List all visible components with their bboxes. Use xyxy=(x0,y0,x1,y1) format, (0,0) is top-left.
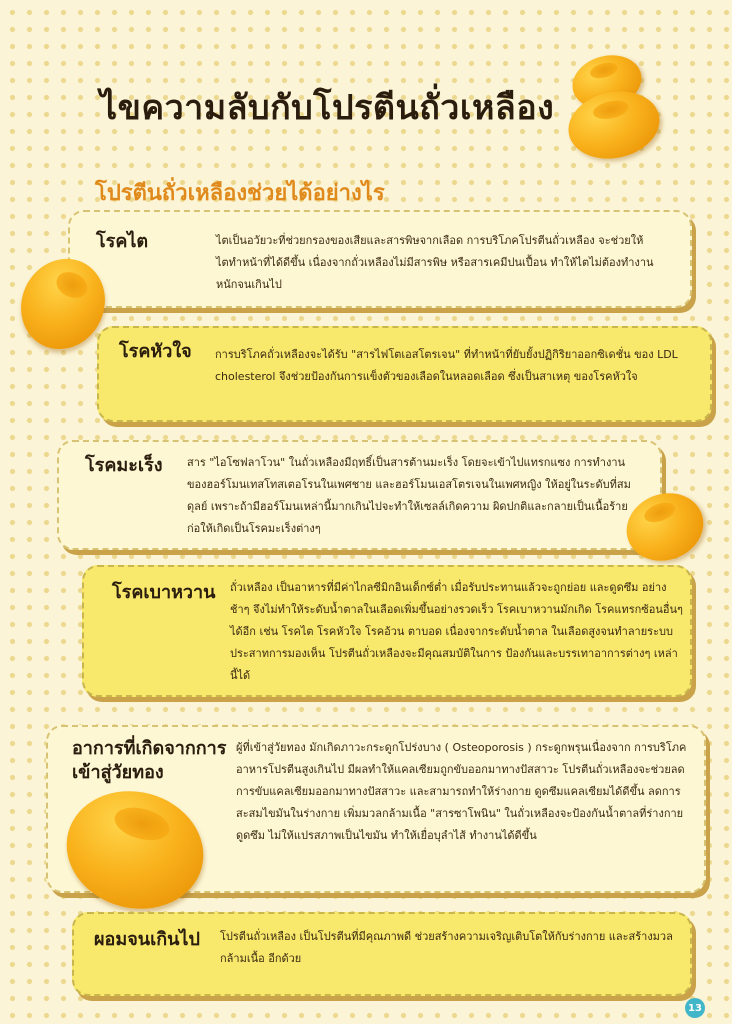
section-card-heart xyxy=(97,326,712,422)
page-number: 13 xyxy=(685,998,705,1018)
section-heading: โรคหัวใจ xyxy=(119,341,192,362)
section-text: ถั่วเหลือง เป็นอาหารที่มีค่าไกลซีมิกอินเด็กซ์ต่ำ เมื่อรับประทานแล้วจะถูกย่อย และดูดซึม อย่างช้าๆ จึงไม่ทำให้ระดับน้ำตาลในเลือดเพิ่มขึ้นอย่างรวดเร็ว โรคเบาหวานมักเกิด โรคแทรกซ้อนอื่นๆได้อีก เช่น โรคไต โรคหัวใจ โรคอ้วน ตาบอด เนื่องจากระดับน้ำตาล ในเลือดสูงจนทำลายระบบประสาทการมองเห็น โปรตีนถั่วเหลืองจะมีคุณสมบัติในการ ป้องกันและบรรเทาอาการต่างๆ เหล่านี้ได้ xyxy=(230,581,683,682)
page-subtitle: โปรตีนถั่วเหลืองช่วยได้อย่างไร xyxy=(95,181,385,206)
section-text: สาร "ไอโซฟลาโวน" ในถั่วเหลืองมีฤทธิ์เป็นสารต้านมะเร็ง โดยจะเข้าไปแทรกแซง การทำงานของฮอร์โมนเทสโทสเตอโรนในเพศชาย และฮอร์โมนเอสโตรเจนในเพศหญิง ให้อยู่ในระดับที่สมดุลย์ เพราะถ้ามีฮอร์โมนเหล่านี้มากเกินไปจะทำให้เซลล์เกิดความ ผิดปกติและกลายเป็นเนื้อร้าย ก่อให้เกิดเป็นโรคมะเร็งต่างๆ xyxy=(187,456,631,535)
section-heading: โรคไต xyxy=(96,231,149,252)
section-text: ไตเป็นอวัยวะที่ช่วยกรองของเสียและสารพิษจากเลือด การบริโภคโปรตีนถั่วเหลือง จะช่วยให้ไตทำหน้าที่ได้ดีขึ้น เนื่องจากถั่วเหลืองไม่มีสารพิษ หรือสารเคมีปนเปื้อน ทำให้ไตไม่ต้องทำงานหนักจนเกินไป xyxy=(216,234,654,291)
section-card-kidney xyxy=(68,210,692,308)
section-card-underweight xyxy=(72,912,692,996)
section-card-diabetes xyxy=(82,565,692,697)
section-heading: ผอมจนเกินไป xyxy=(94,929,200,950)
section-heading: อาการที่เกิดจากการเข้าสู่วัยทอง xyxy=(72,738,227,783)
section-text: การบริโภคถั่วเหลืองจะได้รับ "สารไฟโตเอสโตรเจน" ที่ทำหน้าที่ยับยั้งปฏิกิริยาออกซิเดชั่น ของ LDL cholesterol จึงช่วยป้องกันการแข็งตัวของเลือดในหลอดเลือด ซึ่งเป็นสาเหตุ ของโรคหัวใจ xyxy=(215,348,678,383)
section-card-cancer xyxy=(57,440,662,550)
section-heading: โรคเบาหวาน xyxy=(112,582,216,603)
page-title: ไขความลับกับโปรตีนถั่วเหลือง xyxy=(100,88,555,128)
section-heading: โรคมะเร็ง xyxy=(85,455,163,476)
section-text: โปรตีนถั่วเหลือง เป็นโปรตีนที่มีคุณภาพดี ช่วยสร้างความเจริญเติบโตให้กับร่างกาย และสร้างมวลกล้ามเนื้อ อีกด้วย xyxy=(220,930,673,965)
section-text: ผู้ที่เข้าสู่วัยทอง มักเกิดภาวะกระดูกโปร่งบาง ( Osteoporosis ) กระดูกพรุนเนื่องจาก การบริโภคอาหารโปรตีนสูงเกินไป มีผลทำให้แคลเซียมถูกขับออกมาทางปัสสาวะ โปรตีนถั่วเหลืองจะช่วยลดการขับแคลเซียมออกมาทางปัสสาวะ และสามารถทำให้ร่างกาย ดูดซึมแคลเซียมได้ดีขึ้น ลดการสะสมไขมันในร่างกาย เพิ่มมวลกล้ามเนื้อ "สารซาโพนิน" ในถั่วเหลืองจะป้องกันน้ำตาลที่ร่างกายดูดซึม ไม่ให้แปรสภาพเป็นไขมัน ทำให้เยื่อบุลำไส้ ทำงานได้ดีขึ้น xyxy=(236,741,687,842)
